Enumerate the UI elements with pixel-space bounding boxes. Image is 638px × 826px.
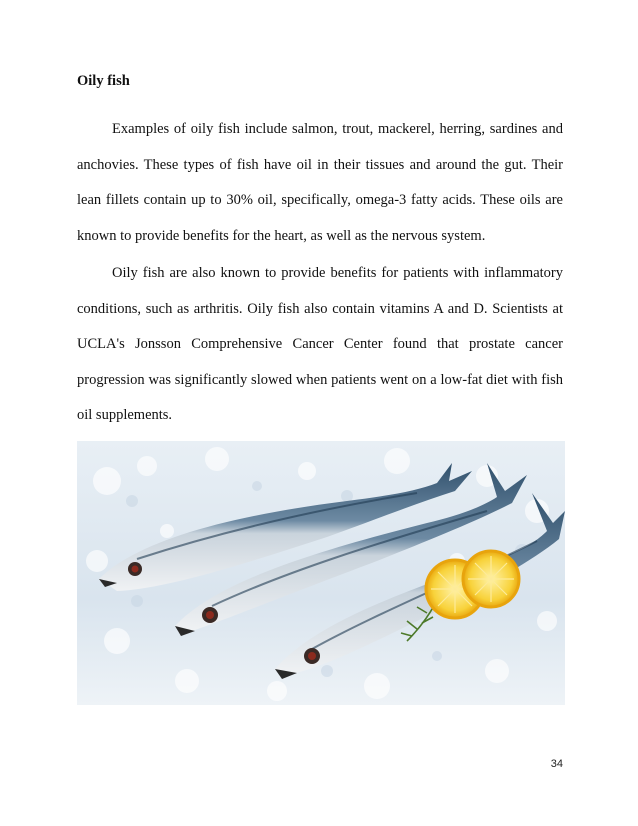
mackerel-photo [77,441,565,705]
paragraph-2: Oily fish are also known to provide benefits for patients with inflammatory conditions, such as arthritis. Oily fish also contain vitamins A and D. Scientists at UCLA's Jonsson Comprehensive Cancer Center found that prostate cancer progression was significantly slowed when patients went on a low-fat diet with fish oil supplements. [77,265,563,423]
section-heading: Oily fish [77,73,130,89]
page-number: 34 [550,758,563,770]
paragraph-1: Examples of oily fish include salmon, trout, mackerel, herring, sardines and anchovies. These types of fish have oil in their tissues and around the gut. Their lean fillets contain up to 30% oil, specifically, omega-3 fatty acids. These oils are known to provide benefits for the heart, as well as the nervous system. [77,121,563,244]
